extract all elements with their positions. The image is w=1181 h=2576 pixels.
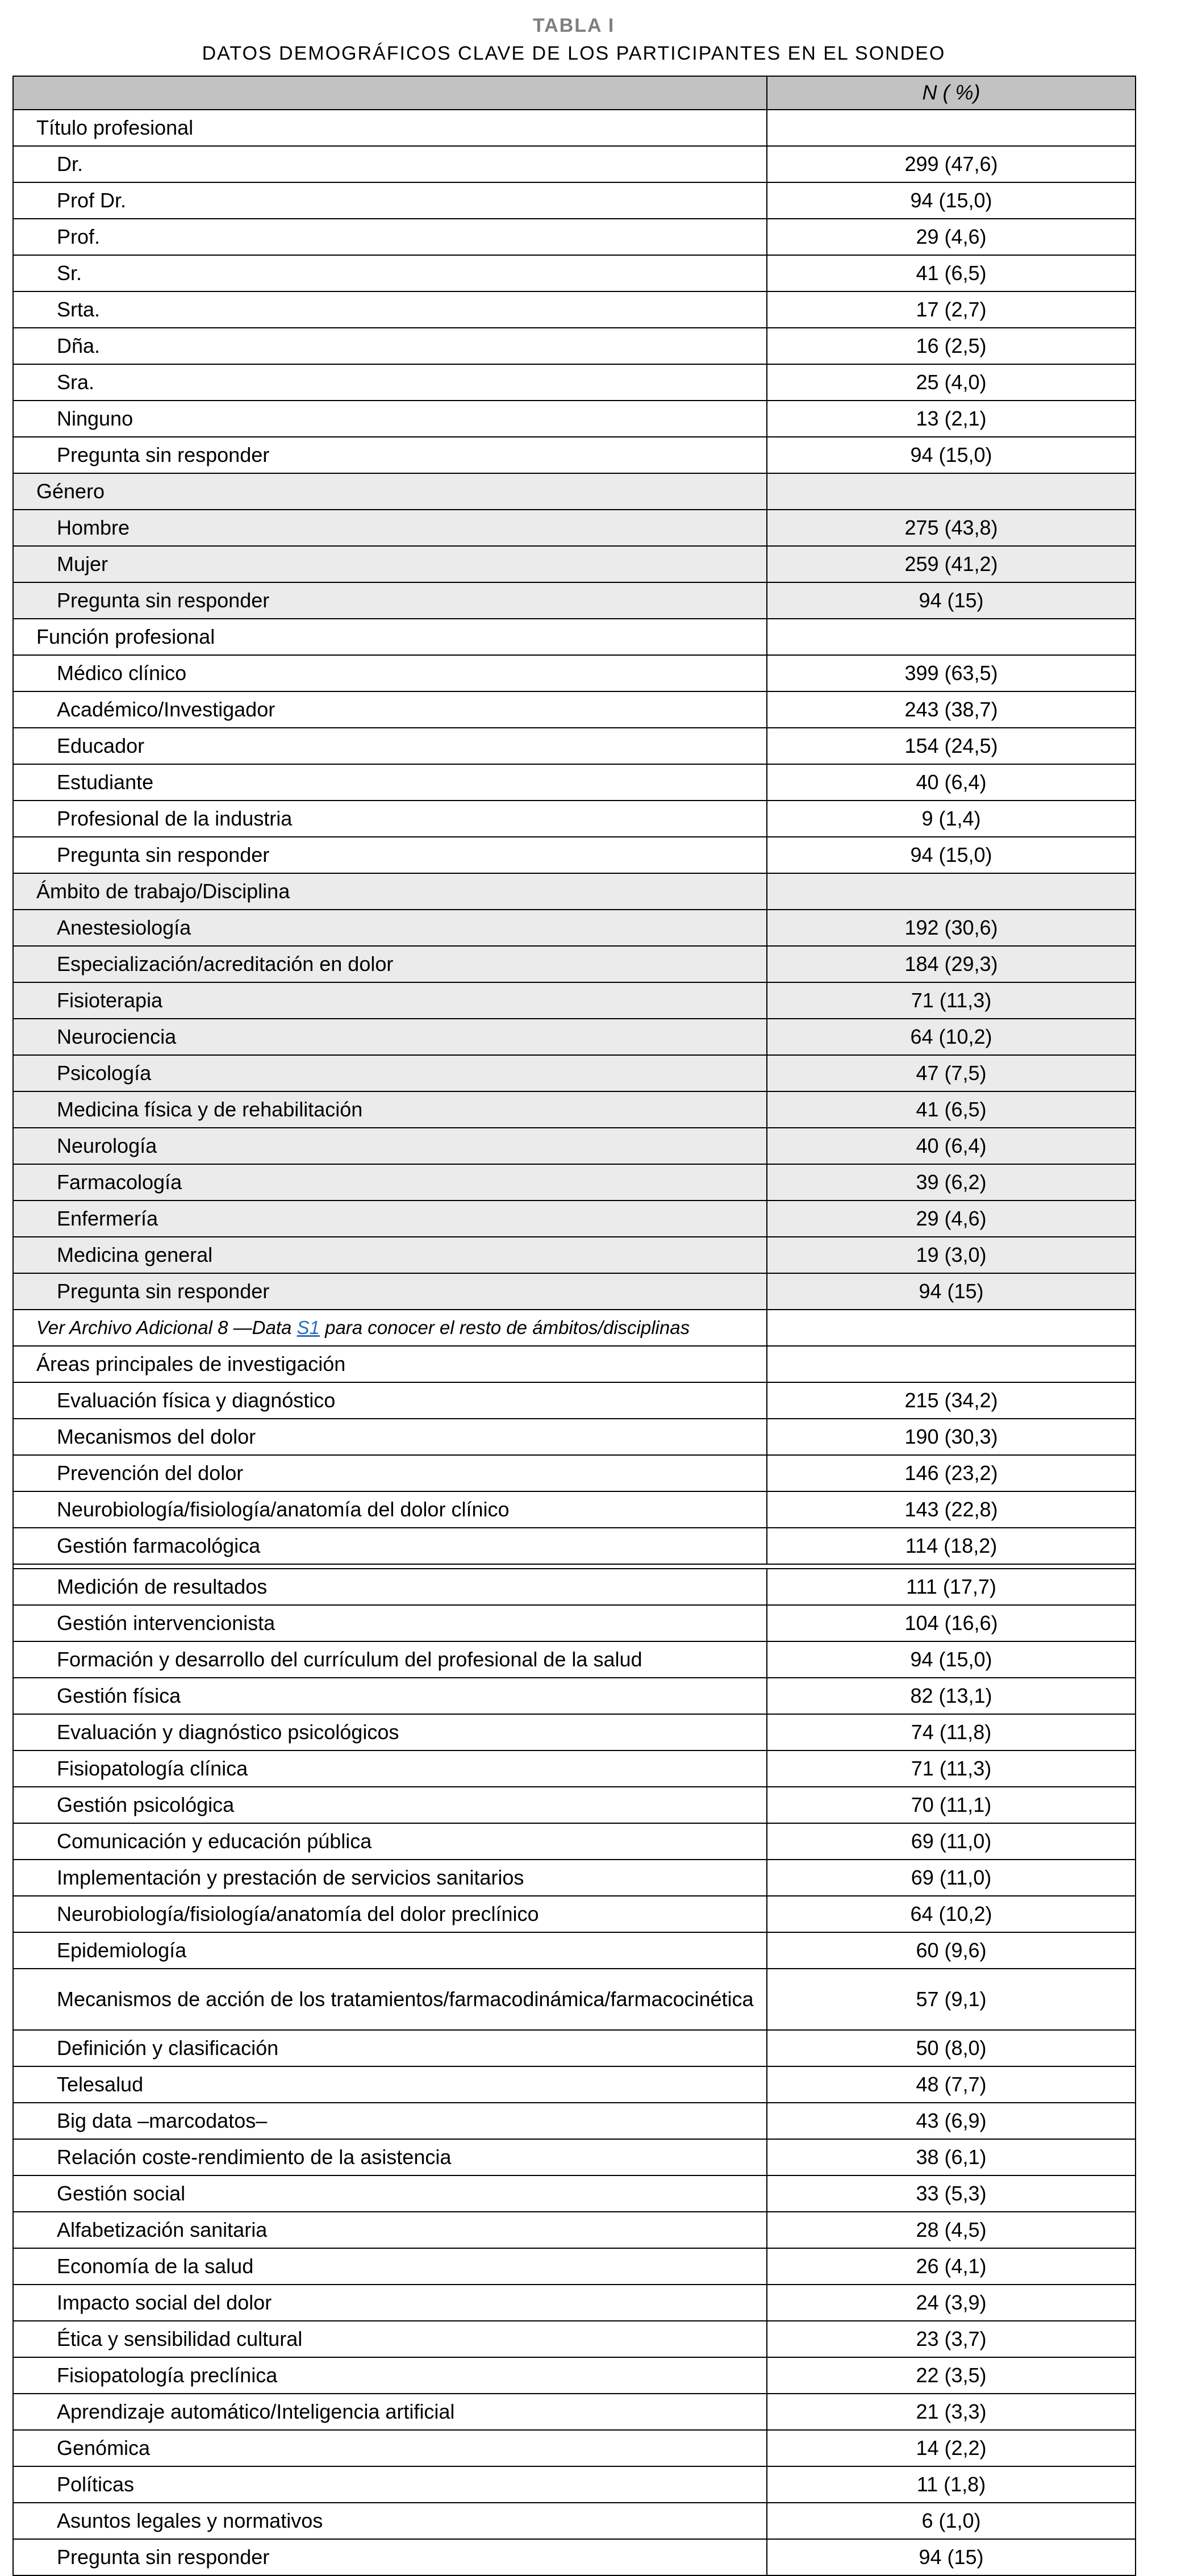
row-label: Gestión intervencionista [13,1605,767,1641]
row-value: 94 (15) [767,1273,1136,1310]
row-value: 275 (43,8) [767,510,1136,546]
demographics-table [12,76,1136,2576]
row-label: Medicina general [13,1237,767,1273]
table-row [13,946,1136,982]
table-row [13,2139,1136,2175]
row-value: 41 (6,5) [767,1091,1136,1128]
note-prefix: Ver Archivo Adicional 8 —Data [36,1316,297,1338]
table-row [13,1750,1136,1787]
row-value: 190 (30,3) [767,1419,1136,1455]
table-row [13,255,1136,291]
table-row [13,1528,1136,1564]
supplementary-data-s1-link[interactable]: S1 [297,1316,320,1338]
row-value: 299 (47,6) [767,146,1136,182]
row-value: 57 (9,1) [767,1969,1136,2030]
row-value: 94 (15,0) [767,182,1136,219]
table-row [13,546,1136,582]
row-label: Aprendizaje automático/Inteligencia artificial [13,2394,767,2430]
row-label: Pregunta sin responder [13,1273,767,1310]
section-header-label: Ámbito de trabajo/Disciplina [13,873,767,910]
row-label: Dr. [13,146,767,182]
section-header-empty-value [767,110,1136,146]
section-header-row [13,873,1136,910]
row-value: 40 (6,4) [767,764,1136,801]
table-row [13,510,1136,546]
table-row [13,1091,1136,1128]
page-break-divider [13,1564,1136,1569]
section-header-label: Función profesional [13,619,767,655]
row-value: 82 (13,1) [767,1678,1136,1714]
table-row [13,1860,1136,1896]
table-row [13,764,1136,801]
table-row [13,1823,1136,1860]
table-caption: DATOS DEMOGRÁFICOS CLAVE DE LOS PARTICIPANTES EN EL SONDEO [202,43,946,64]
row-value: 21 (3,3) [767,2394,1136,2430]
table-row [13,1455,1136,1491]
table-row [13,328,1136,364]
table-row [13,1237,1136,1273]
row-label: Hombre [13,510,767,546]
row-label: Mecanismos del dolor [13,1419,767,1455]
row-label: Neurociencia [13,1019,767,1055]
table-row [13,2466,1136,2503]
section-header-row [13,1346,1136,1382]
row-label: Estudiante [13,764,767,801]
section-header-row [13,473,1136,510]
row-value: 47 (7,5) [767,1055,1136,1091]
table-row [13,1932,1136,1969]
row-label: Políticas [13,2466,767,2503]
row-value: 70 (11,1) [767,1787,1136,1823]
row-value: 192 (30,6) [767,910,1136,946]
row-label: Gestión social [13,2175,767,2212]
row-label: Fisiopatología preclínica [13,2357,767,2394]
row-label: Prevención del dolor [13,1455,767,1491]
table-row [13,291,1136,328]
row-label: Neurobiología/fisiología/anatomía del dolor preclínico [13,1896,767,1932]
row-value: 29 (4,6) [767,1201,1136,1237]
row-value: 243 (38,7) [767,691,1136,728]
table-row [13,1491,1136,1528]
table-row [13,1201,1136,1237]
table-row [13,364,1136,401]
table-row [13,1019,1136,1055]
section-header-empty-value [767,873,1136,910]
row-label: Big data –marcodatos– [13,2103,767,2139]
table-row [13,1569,1136,1605]
row-value: 11 (1,8) [767,2466,1136,2503]
row-label: Psicología [13,1055,767,1091]
table-row [13,2248,1136,2285]
row-label: Ninguno [13,401,767,437]
row-value: 13 (2,1) [767,401,1136,437]
table-row [13,2103,1136,2139]
table-row [13,1128,1136,1164]
row-value: 22 (3,5) [767,2357,1136,2394]
table-row [13,801,1136,837]
n-percent-column-header: N ( %) [767,76,1136,110]
table-row [13,582,1136,619]
table-header-row [13,76,1136,110]
table-row [13,1419,1136,1455]
row-value: 94 (15,0) [767,437,1136,473]
row-value: 48 (7,7) [767,2066,1136,2103]
table-row [13,691,1136,728]
table-row [13,1678,1136,1714]
table-row [13,1896,1136,1932]
row-label: Especialización/acreditación en dolor [13,946,767,982]
row-value: 17 (2,7) [767,291,1136,328]
row-value: 74 (11,8) [767,1714,1136,1750]
row-label: Académico/Investigador [13,691,767,728]
row-value: 71 (11,3) [767,1750,1136,1787]
table-row [13,2175,1136,2212]
row-label: Definición y clasificación [13,2030,767,2066]
row-label: Profesional de la industria [13,801,767,837]
note-empty-value-cell [767,1310,1136,1346]
row-label: Telesalud [13,2066,767,2103]
row-value: 28 (4,5) [767,2212,1136,2248]
row-value: 71 (11,3) [767,982,1136,1019]
row-label: Pregunta sin responder [13,582,767,619]
table-row [13,146,1136,182]
table-title-block [12,0,1135,65]
row-label: Gestión física [13,1678,767,1714]
row-label: Pregunta sin responder [13,437,767,473]
divider-cell [13,1564,1136,1569]
row-value: 39 (6,2) [767,1164,1136,1201]
row-label: Relación coste-rendimiento de la asistencia [13,2139,767,2175]
row-label: Anestesiología [13,910,767,946]
row-value: 259 (41,2) [767,546,1136,582]
row-label: Evaluación y diagnóstico psicológicos [13,1714,767,1750]
row-value: 50 (8,0) [767,2030,1136,2066]
table-row [13,728,1136,764]
row-label: Enfermería [13,1201,767,1237]
row-value: 24 (3,9) [767,2285,1136,2321]
row-label: Médico clínico [13,655,767,691]
row-value: 94 (15,0) [767,837,1136,873]
row-label: Comunicación y educación pública [13,1823,767,1860]
row-label: Impacto social del dolor [13,2285,767,2321]
table-row [13,1641,1136,1678]
table-body [13,76,1136,2575]
section-header-label: Áreas principales de investigación [13,1346,767,1382]
row-value: 41 (6,5) [767,255,1136,291]
row-value: 64 (10,2) [767,1019,1136,1055]
row-label: Medición de resultados [13,1569,767,1605]
table-row [13,2212,1136,2248]
row-value: 94 (15) [767,582,1136,619]
table-row [13,219,1136,255]
table-row [13,401,1136,437]
table-row [13,1273,1136,1310]
row-value: 114 (18,2) [767,1528,1136,1564]
row-value: 9 (1,4) [767,801,1136,837]
row-value: 146 (23,2) [767,1455,1136,1491]
row-value: 399 (63,5) [767,655,1136,691]
section-header-row [13,619,1136,655]
row-label: Dña. [13,328,767,364]
row-label: Medicina física y de rehabilitación [13,1091,767,1128]
row-value: 69 (11,0) [767,1860,1136,1896]
row-label: Fisiopatología clínica [13,1750,767,1787]
row-label: Pregunta sin responder [13,2539,767,2575]
row-label: Gestión farmacológica [13,1528,767,1564]
row-label: Evaluación física y diagnóstico [13,1382,767,1419]
row-label: Prof Dr. [13,182,767,219]
table-row [13,2030,1136,2066]
note-row [13,1310,1136,1346]
row-label: Sra. [13,364,767,401]
table-row [13,437,1136,473]
row-value: 111 (17,7) [767,1569,1136,1605]
row-label: Educador [13,728,767,764]
note-suffix: para conocer el resto de ámbitos/disciplinas [319,1316,690,1338]
section-header-label: Género [13,473,767,510]
row-label: Genómica [13,2430,767,2466]
row-label: Ética y sensibilidad cultural [13,2321,767,2357]
row-value: 215 (34,2) [767,1382,1136,1419]
table-row [13,1382,1136,1419]
table-row [13,1055,1136,1091]
row-label: Gestión psicológica [13,1787,767,1823]
table-row [13,982,1136,1019]
row-value: 64 (10,2) [767,1896,1136,1932]
row-value: 143 (22,8) [767,1491,1136,1528]
section-header-empty-value [767,619,1136,655]
row-label: Economía de la salud [13,2248,767,2285]
row-value: 154 (24,5) [767,728,1136,764]
section-header-label: Título profesional [13,110,767,146]
table-row [13,2503,1136,2539]
table-row [13,182,1136,219]
row-value: 94 (15) [767,2539,1136,2575]
row-value: 43 (6,9) [767,2103,1136,2139]
section-header-row [13,110,1136,146]
row-label: Asuntos legales y normativos [13,2503,767,2539]
section-header-empty-value [767,473,1136,510]
row-value: 69 (11,0) [767,1823,1136,1860]
table-number-title: TABLA I [532,15,615,36]
table-row [13,2321,1136,2357]
section-header-empty-value [767,1346,1136,1382]
row-label: Epidemiología [13,1932,767,1969]
row-value: 25 (4,0) [767,364,1136,401]
table-row [13,1605,1136,1641]
row-value: 40 (6,4) [767,1128,1136,1164]
table-row [13,910,1136,946]
table-row [13,1787,1136,1823]
table-row [13,2357,1136,2394]
table-row [13,2285,1136,2321]
table-row [13,1714,1136,1750]
row-value: 60 (9,6) [767,1932,1136,1969]
table-row [13,2066,1136,2103]
row-value: 104 (16,6) [767,1605,1136,1641]
row-label: Alfabetización sanitaria [13,2212,767,2248]
table-row [13,1164,1136,1201]
row-label: Implementación y prestación de servicios sanitarios [13,1860,767,1896]
row-label: Pregunta sin responder [13,837,767,873]
row-value: 29 (4,6) [767,219,1136,255]
row-label: Formación y desarrollo del currículum del profesional de la salud [13,1641,767,1678]
row-label: Srta. [13,291,767,328]
row-value: 26 (4,1) [767,2248,1136,2285]
table-row [13,1969,1136,2030]
row-value: 6 (1,0) [767,2503,1136,2539]
table-row [13,2394,1136,2430]
row-label: Mecanismos de acción de los tratamientos/farmacodinámica/farmacocinética [13,1969,767,2030]
row-value: 16 (2,5) [767,328,1136,364]
row-value: 38 (6,1) [767,2139,1136,2175]
row-label: Fisioterapia [13,982,767,1019]
header-empty-cell [13,76,767,110]
row-value: 94 (15,0) [767,1641,1136,1678]
table-row [13,837,1136,873]
row-label: Farmacología [13,1164,767,1201]
row-label: Neurobiología/fisiología/anatomía del dolor clínico [13,1491,767,1528]
row-value: 19 (3,0) [767,1237,1136,1273]
row-label: Neurología [13,1128,767,1164]
note-text [13,1310,767,1346]
table-row [13,2539,1136,2575]
row-label: Mujer [13,546,767,582]
row-value: 23 (3,7) [767,2321,1136,2357]
table-row [13,655,1136,691]
table-row [13,2430,1136,2466]
row-value: 14 (2,2) [767,2430,1136,2466]
row-label: Sr. [13,255,767,291]
row-value: 33 (5,3) [767,2175,1136,2212]
row-label: Prof. [13,219,767,255]
row-value: 184 (29,3) [767,946,1136,982]
